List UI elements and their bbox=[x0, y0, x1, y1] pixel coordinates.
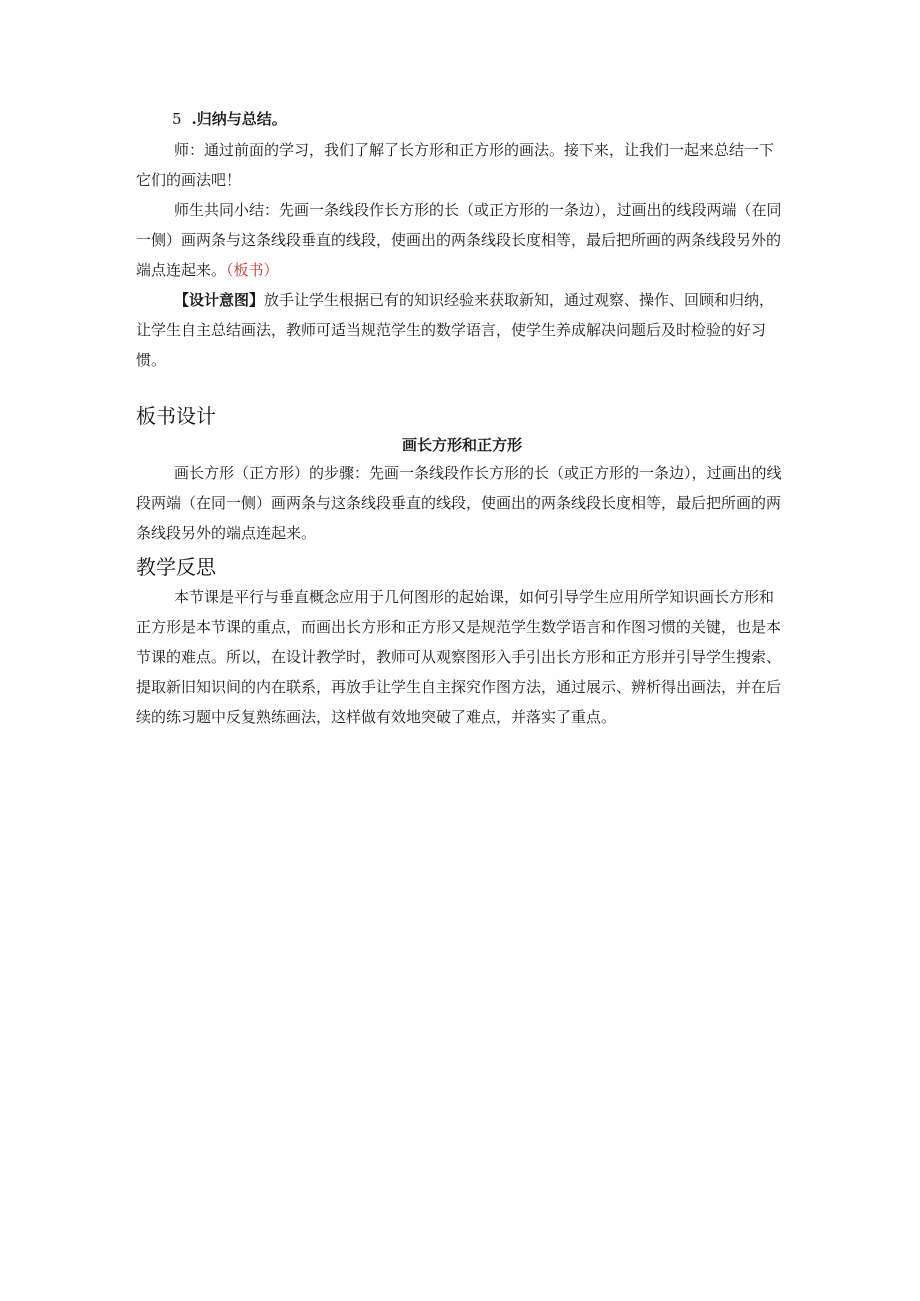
reflection-heading: 教学反思 bbox=[136, 555, 216, 579]
joint-summary-text: 师生共同小结：先画一条线段作长方形的长（或正方形的一条边），过画出的线段两端（在同一侧）画两条与这条线段垂直的线段，使画出的两条线段长度相等，最后把所画的两条线段另外的端点连起来。 bbox=[136, 201, 782, 279]
joint-summary-paragraph bbox=[136, 195, 788, 285]
design-intent-paragraph bbox=[136, 285, 788, 375]
board-design-title: 画长方形和正方形 bbox=[401, 436, 522, 454]
board-note: （板书） bbox=[226, 261, 279, 279]
board-design-heading: 板书设计 bbox=[136, 404, 216, 428]
step-heading bbox=[172, 104, 287, 134]
design-intent-label: 【设计意图】 bbox=[174, 291, 265, 309]
design-intent-text: 放手让学生根据已有的知识经验来获取新知，通过观察、操作、回顾和归纳，让学生自主总结画法，教师可适当规范学生的数学语言，使学生养成解决问题后及时检验的好习惯。 bbox=[136, 291, 775, 369]
step-number: 5 bbox=[172, 110, 182, 128]
board-design-content: 画长方形（正方形）的步骤：先画一条线段作长方形的长（或正方形的一条边），过画出的线段两端（在同一侧）画两条与这条线段垂直的线段，使画出的两条线段长度相等，最后把所画的两条线段另外的端点连起来。 bbox=[136, 464, 782, 542]
step-title: .归纳与总结。 bbox=[191, 110, 287, 128]
teacher-paragraph: 师：通过前面的学习，我们了解了长方形和正方形的画法。接下来，让我们一起来总结一下它们的画法吧！ bbox=[136, 141, 775, 189]
reflection-content: 本节课是平行与垂直概念应用于几何图形的起始课，如何引导学生应用所学知识画长方形和正方形是本节课的重点，而画出长方形和正方形又是规范学生数学语言和作图习惯的关键，也是本节课的难点。所以，在设计教学时，教师可从观察图形入手引出长方形和正方形并引导学生搜索、提取新旧知识间的内在联系，再放手让学生自主探究作图方法，通过展示、辨析得出画法，并在后续的练习题中反复熟练画法，这样做有效地突破了难点，并落实了重点。 bbox=[136, 588, 782, 726]
